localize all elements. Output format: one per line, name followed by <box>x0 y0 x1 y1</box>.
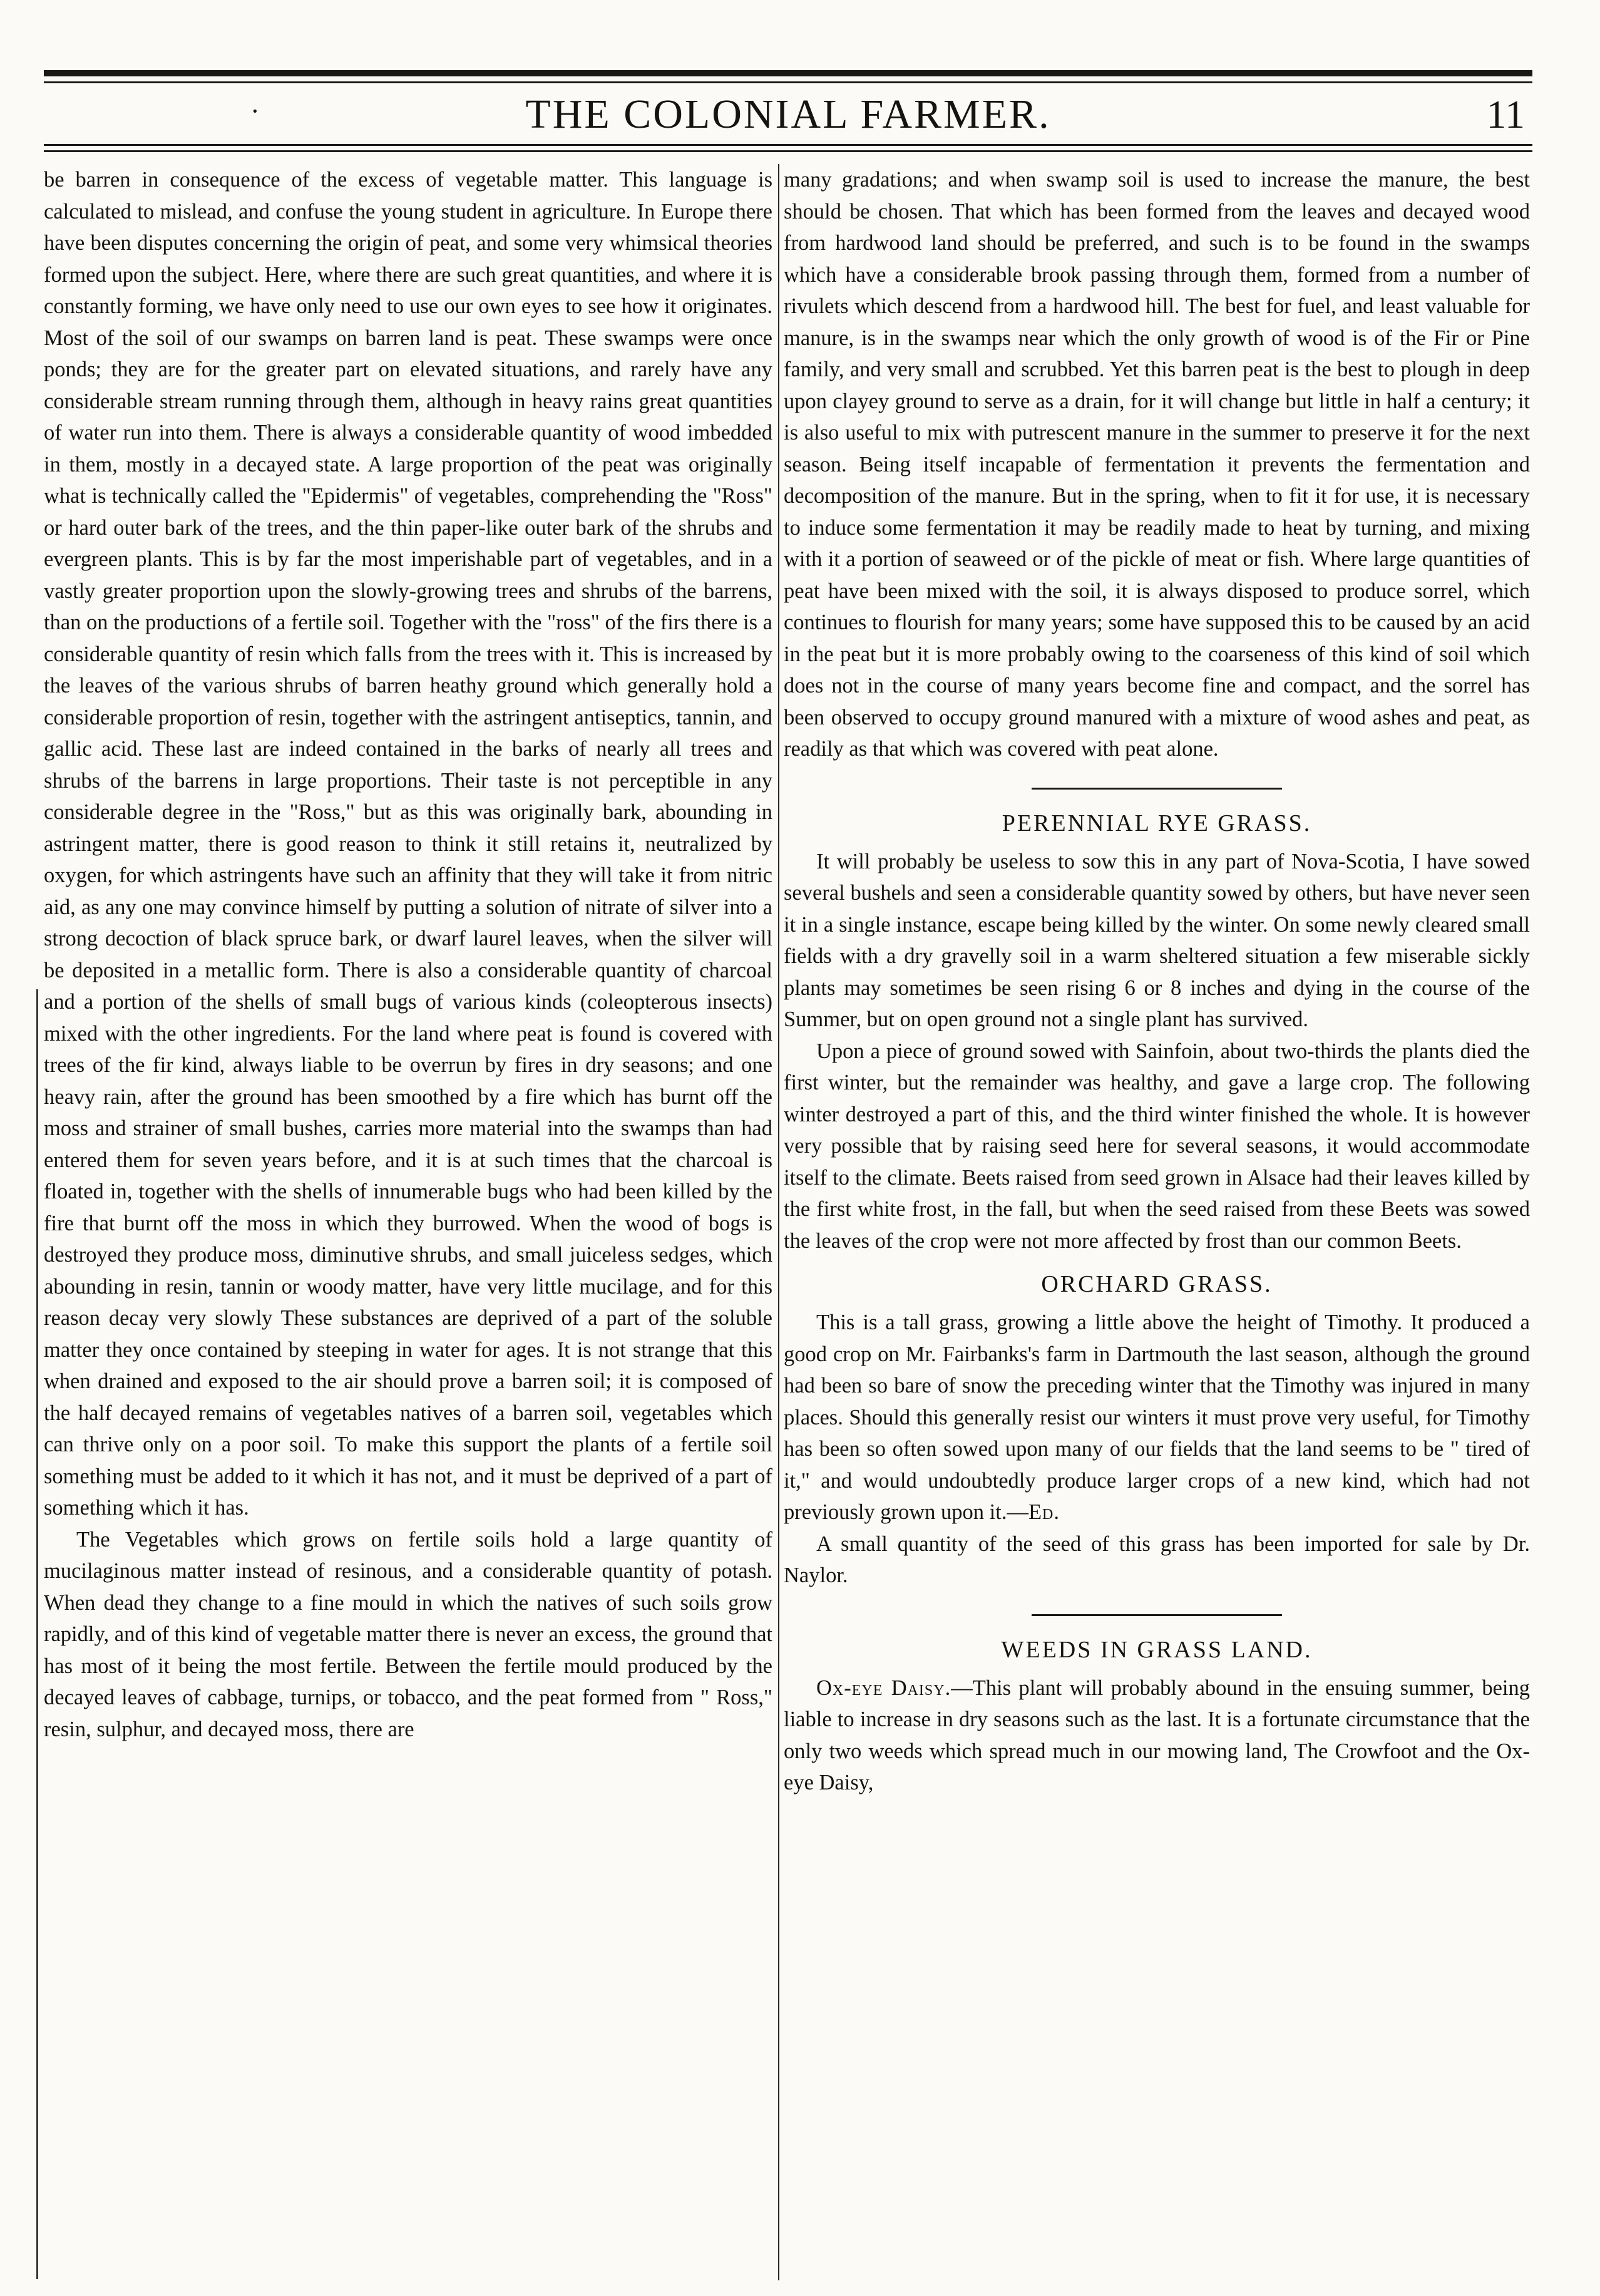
masthead <box>44 93 1532 136</box>
column-divider <box>778 164 779 2280</box>
newspaper-title: THE COLONIAL FARMER. <box>525 91 1051 137</box>
section-heading-perennial-rye-grass: PERENNIAL RYE GRASS. <box>1002 810 1312 837</box>
paragraph-text: This is a tall grass, growing a little above the height of Timothy. It produced a good crop on Mr. Fairbanks's farm in Dartmouth the last season, although the ground had been so bare of snow the preceding winter that the Timothy was injured in many places. Should this generally resist our winters it must prove very useful, for Timothy has been so often sowed upon many of our fields that the land seems to be " tired of it," and would undoubtedly produce larger crops of a new kind, which had not previously grown upon it.— <box>784 1310 1530 1524</box>
right-column <box>784 164 1530 2280</box>
editor-signature: Ed. <box>1028 1500 1060 1524</box>
masthead-ornament: · <box>250 96 260 126</box>
masthead-bottom-rule-2 <box>44 150 1532 152</box>
masthead-top-thin-rule <box>44 81 1532 83</box>
article-paragraph: A small quantity of the seed of this grass has been imported for sale by Dr. Naylor. <box>784 1532 1530 1587</box>
article-paragraph: many gradations; and when swamp soil is used to increase the manure, the best should be chosen. That which has been formed from the leaves and decayed wood from hardwood land should be preferred, and such is to be found in the swamps which have a considerable brook passing through them, formed from a number of rivulets which descend from a hardwood hill. The best for fuel, and least valuable for manure, is in the swamps near which the only growth of wood is of the Fir or Pine family, and very small and scrubbed. Yet this barren peat is the best to plough in deep upon clayey ground to serve as a drain, for it will change but little in half a century; it is also useful to mix with putrescent manure in the summer to preserve it for the next season. Being itself incapable of fermentation it prevents the fermentation and decomposition of the manure. But in the spring, when to fit it for use, it is necessary to induce some fermentation it may be readily made to heat by turning, and mixing with it a portion of seaweed or of the pickle of meat or fish. Where large quantities of peat have been mixed with the soil, it is always disposed to produce sorrel, which continues to flourish for many years; some have supposed this to be caused by an acid in the peat but it is more probably owing to the coarseness of this kind of soil which does not in the course of many years become fine and compact, and the sorrel has been observed to occupy ground manured with a mixture of wood ashes and peat, as readily as that which was covered with peat alone. <box>784 168 1530 761</box>
left-margin-mark <box>36 989 38 2279</box>
article-paragraph <box>784 1307 1530 1528</box>
article-paragraph: Upon a piece of ground sowed with Sainfoin, about two-thirds the plants died the first winter, but the remainder was healthy, and gave a large crop. The following winter destroyed a part of this, and the third winter finished the whole. It is however very possible that by raising seed here for several seasons, it would accommodate itself to the climate. Beets raised from seed grown in Alsace had their leaves killed by the first white frost, in the fall, but when the seed raised from these Beets was sowed the leaves of the crop were not more affected by frost than our common Beets. <box>784 1039 1530 1253</box>
section-separator <box>1032 1614 1282 1616</box>
article-paragraph: The Vegetables which grows on fertile soils hold a large quantity of mucilaginous matter instead of resinous, and a considerable quantity of potash. When dead they change to a fine mould in which the natives of such soils grow rapidly, and of this kind of vegetable matter there is never an excess, the ground that has most of it being the most fertile. Between the fertile mould produced by the decayed leaves of cabbage, turnips, or tobacco, and the peat formed from " Ross," resin, sulphur, and decayed moss, there are <box>44 1527 772 1741</box>
paragraph-text: —This plant will probably abound in the ensuing summer, being liable to increase in dry seasons such as the last. It is a fortunate circumstance that the only two weeds which spread much in our mowing land, The Crowfoot and the Ox-eye Daisy, <box>784 1676 1530 1794</box>
run-in-heading: Ox-eye Daisy. <box>816 1676 951 1700</box>
article-paragraph <box>784 1672 1530 1799</box>
article-paragraph: be barren in consequence of the excess of vegetable matter. This language is calculated to mislead, and confuse the young student in agriculture. In Europe there have been disputes concerning the origin of peat, and some very whimsical theories formed upon the subject. Here, where there are such great quantities, and where it is constantly forming, we have only need to use our own eyes to see how it originates. Most of the soil of our swamps on barren land is peat. These swamps were once ponds; they are for the greater part on elevated situations, and rarely have any considerable stream running through them, although in heavy rains great quantities of water run into them. There is always a considerable quantity of wood imbedded in them, mostly in a decayed state. A large proportion of the peat was originally what is technically called the "Epidermis" of vegetables, comprehending the "Ross" or hard outer bark of the trees, and the thin paper-like outer bark of the shrubs and evergreen plants. This is by far the most imperishable part of vegetables, and in a vastly greater proportion upon the slowly-growing trees and shrubs of the barrens, than on the productions of a fertile soil. Together with the "ross" of the firs there is a considerable quantity of resin which falls from the trees with it. This is increased by the leaves of the various shrubs of barren heathy ground which generally hold a considerable proportion of resin, together with the astringent antiseptics, tannin, and gallic acid. These last are indeed contained in the barks of nearly all trees and shrubs of the barrens in large proportions. Their taste is not perceptible in any considerable degree in the "Ross," but as this was originally bark, abounding in astringent matter, there is good reason to think it still retains it, neutralized by oxygen, for which astringents have such an affinity that they will take it from nitric aid, as any one may convince himself by putting a solution of nitrate of silver into a strong decoction of black spruce bark, or dwarf laurel leaves, when the silver will be deposited in a metallic form. There is also a considerable quantity of charcoal and a portion of the shells of small bugs of various kinds (coleopterous insects) mixed with the other ingredients. For the land where peat is found is covered with trees of the fir kind, always liable to be overrun by fires in dry seasons; and one heavy rain, after the ground has been smoothed by a fire which has burnt off the moss and strainer of small bushes, carries more material into the swamps than had entered them for seven years before, and it is at such times that the charcoal is floated in, together with the shells of innumerable bugs who had been killed by the fire that burnt off the moss in which they burrowed. When the wood of bogs is destroyed they produce moss, diminutive shrubs, and small juiceless sedges, which abounding in resin, tannin or woody matter, have very little mucilage, and for this reason decay very slowly These substances are deprived of a part of the soluble matter they once contained by steeping in water for ages. It is not strange that this when drained and exposed to the air should prove a barren soil; it is composed of the half decayed remains of vegetables natives of a barren soil, vegetables which can thrive only on a poor soil. To make this support the plants of a fertile soil something must be added to it which it has not, and it must be deprived of a part of something which it has. <box>44 168 772 1520</box>
left-column <box>44 164 772 2280</box>
section-heading-orchard-grass: ORCHARD GRASS. <box>1041 1271 1273 1297</box>
page-number: 11 <box>1486 92 1525 136</box>
masthead-top-rule <box>44 70 1532 76</box>
masthead-bottom-rule <box>44 144 1532 146</box>
section-separator <box>1032 788 1282 790</box>
article-paragraph: It will probably be useless to sow this in any part of Nova-Scotia, I have sowed several bushels and seen a considerable quantity sowed by others, but have never seen it in a single instance, escape being killed by the winter. On some newly cleared small fields with a dry gravelly soil in a warm sheltered situation a few miserable sickly plants may sometimes be seen rising 6 or 8 inches and dying in the course of the Summer, but on open ground not a single plant has survived. <box>784 849 1530 1031</box>
section-heading-weeds-in-grass-land: WEEDS IN GRASS LAND. <box>1001 1636 1313 1663</box>
